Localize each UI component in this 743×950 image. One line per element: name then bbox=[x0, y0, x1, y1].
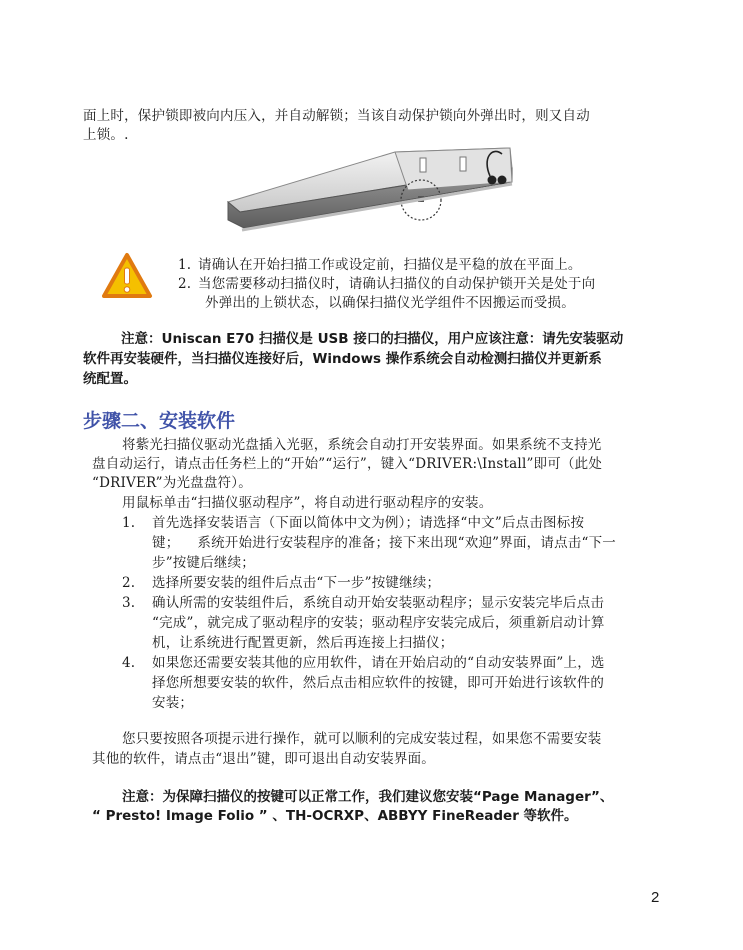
list-number: 2. bbox=[178, 276, 192, 292]
closing-line1: 您只要按照各项提示进行操作，就可以顺利的完成安装过程，如果您不需要安装 bbox=[122, 731, 602, 747]
list-text: 请确认在开始扫描工作或设定前，扫描仪是平稳的放在平面上。 bbox=[198, 257, 582, 273]
note1-line3: 统配置。 bbox=[83, 371, 137, 387]
scanner-illustration bbox=[220, 140, 530, 240]
list-number: 1. bbox=[122, 515, 136, 531]
list-number: 3. bbox=[122, 595, 136, 611]
list-text: 选择所要安装的组件后点击“下一步”按键继续； bbox=[152, 575, 441, 591]
list-number: 2. bbox=[122, 575, 136, 591]
closing-line2: 其他的软件，请点击“退出”键，即可退出自动安装界面。 bbox=[92, 751, 436, 767]
list-number: 1. bbox=[178, 257, 192, 273]
intro-line4: 用鼠标单击“扫描仪驱动程序”，将自动进行驱动程序的安装。 bbox=[122, 495, 493, 511]
warning-item-2-cont: 外弹出的上锁状态，以确保扫描仪光学组件不因搬运而受损。 bbox=[205, 295, 575, 311]
list-text: 当您需要移动扫描仪时，请确认扫描仪的自动保护锁开关是处于向 bbox=[198, 276, 596, 292]
step-3-cont1: “完成”，就完成了驱动程序的安装；驱动程序安装完成后，须重新启动计算 bbox=[152, 615, 605, 631]
page-number: 2 bbox=[651, 889, 660, 906]
intro-line3: “DRIVER”为光盘盘符）。 bbox=[92, 475, 252, 491]
step-4-cont1: 择您所想要安装的软件，然后点击相应软件的按键，即可开始进行该软件的 bbox=[152, 675, 605, 691]
list-text: 确认所需的安装组件后，系统自动开始安装驱动程序；显示安装完毕后点击 bbox=[152, 595, 605, 611]
warning-item-2 bbox=[178, 274, 595, 294]
note2-line1: 注意：为保障扫描仪的按键可以正常工作，我们建议您安装“Page Manager”、 bbox=[122, 789, 614, 805]
section-heading: 步骤二、安装软件 bbox=[83, 410, 236, 432]
step-1 bbox=[122, 513, 584, 533]
step-3 bbox=[122, 593, 604, 613]
step-3-cont2: 机，让系统进行配置更新，然后再连接上扫描仪； bbox=[152, 635, 454, 651]
warning-item-1 bbox=[178, 255, 582, 275]
warning-icon bbox=[101, 252, 153, 300]
step-2 bbox=[122, 573, 440, 593]
intro-line2: 盘自动运行，请点击任务栏上的“开始”“运行”，键入“DRIVER:\Install”即可（此处 bbox=[92, 456, 603, 472]
top-paragraph-line1: 面上时，保护锁即被向内压入，并自动解锁；当该自动保护锁向外弹出时，则又自动 bbox=[83, 108, 590, 124]
list-number: 4. bbox=[122, 655, 136, 671]
step-4 bbox=[122, 653, 605, 673]
note1-line2: 软件再安装硬件，当扫描仪连接好后，Windows 操作系统会自动检测扫描仪并更新系 bbox=[83, 351, 602, 367]
step-1-cont2: 步”按键后继续； bbox=[152, 555, 256, 571]
step-4-cont2: 安装； bbox=[152, 695, 194, 711]
note1-line1: 注意：Uniscan E70 扫描仪是 USB 接口的扫描仪，用户应该注意：请先安装驱动 bbox=[121, 331, 624, 347]
list-text: 首先选择安装语言（下面以简体中文为例）；请选择“中文”后点击图标按 bbox=[152, 515, 585, 531]
intro-line1: 将紫光扫描仪驱动光盘插入光驱，系统会自动打开安装界面。如果系统不支持光 bbox=[122, 437, 602, 453]
step-1-cont1: 键； 系统开始进行安装程序的准备；接下来出现“欢迎”界面，请点击“下一 bbox=[152, 535, 616, 551]
top-paragraph-line2: 上锁。. bbox=[83, 127, 129, 143]
list-text: 如果您还需要安装其他的应用软件，请在开始启动的“自动安装界面”上，选 bbox=[152, 655, 605, 671]
note2-line2: “ Presto! Image Folio ” 、TH-OCRXP、ABBYY FineReader 等软件。 bbox=[92, 808, 578, 824]
